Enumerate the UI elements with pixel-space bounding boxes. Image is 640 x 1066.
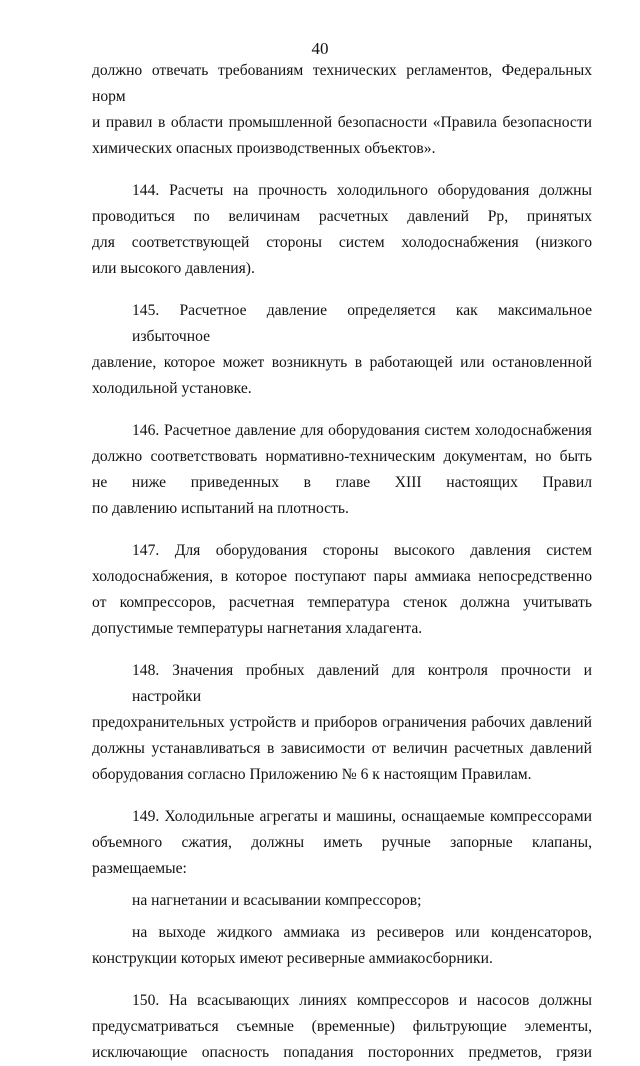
text-line: предусматриваться съемные (временные) фильтрующие элементы,: [92, 1018, 592, 1035]
text-line: давление, которое может возникнуть в работающей или остановленной: [92, 354, 592, 371]
text-line: не ниже приведенных в главе XIII настоящих Правил: [92, 474, 592, 491]
text-line: химических опасных производственных объектов».: [92, 140, 436, 157]
text-line: или высокого давления).: [92, 260, 255, 277]
text-line: холодильной установке.: [92, 380, 252, 397]
text-line: холодоснабжения, в которое поступают пары аммиака непосредственно: [92, 568, 592, 585]
text-line: 149. Холодильные агрегаты и машины, оснащаемые компрессорами: [132, 808, 592, 825]
text-line: для соответствующей стороны систем холодоснабжения (низкого: [92, 234, 592, 251]
text-line: проводиться по величинам расчетных давлений Рр, принятых: [92, 208, 592, 225]
page-number: 40: [311, 39, 329, 58]
text-line: по давлению испытаний на плотность.: [92, 500, 349, 517]
paragraph-150: [92, 988, 592, 1066]
paragraph-continuation: [92, 58, 592, 162]
text-line: 148. Значения пробных давлений для контроля прочности и настройки: [132, 662, 592, 705]
text-line: исключающие опасность попадания посторонних предметов, грязи: [92, 1044, 592, 1061]
list-item: на нагнетании и всасывании компрессоров;: [132, 892, 422, 909]
paragraph-148: [92, 658, 592, 788]
paragraph-147: [92, 538, 592, 642]
paragraph-145: [92, 298, 592, 402]
list-item: на выходе жидкого аммиака из ресиверов или конденсаторов,: [132, 924, 592, 941]
text-line: 145. Расчетное давление определяется как максимальное избыточное: [132, 302, 592, 345]
text-line: конструкции которых имеют ресиверные аммиакосборники.: [92, 950, 493, 967]
text-line: 147. Для оборудования стороны высокого давления систем: [132, 542, 592, 559]
text-line: объемного сжатия, должны иметь ручные запорные клапаны, размещаемые:: [92, 834, 592, 877]
paragraph-144: [92, 178, 592, 282]
text-line: от компрессоров, расчетная температура стенок должна учитывать: [92, 594, 592, 611]
paragraph-146: [92, 418, 592, 522]
text-line: должно отвечать требованиям технических регламентов, Федеральных норм: [92, 62, 592, 105]
text-line: и правил в области промышленной безопасности «Правила безопасности: [92, 114, 592, 131]
text-line: оборудования согласно Приложению № 6 к настоящим Правилам.: [92, 766, 532, 783]
text-line: должны устанавливаться в зависимости от величин расчетных давлений: [92, 740, 592, 757]
text-line: предохранительных устройств и приборов ограничения рабочих давлений: [92, 714, 592, 731]
document-body: [92, 58, 592, 1066]
text-line: допустимые температуры нагнетания хладагента.: [92, 620, 423, 637]
text-line: 146. Расчетное давление для оборудования систем холодоснабжения: [132, 422, 592, 439]
paragraph-149: [92, 804, 592, 972]
text-line: должно соответствовать нормативно-техническим документам, но быть: [92, 448, 592, 465]
text-line: 150. На всасывающих линиях компрессоров и насосов должны: [132, 992, 592, 1009]
text-line: 144. Расчеты на прочность холодильного оборудования должны: [132, 182, 592, 199]
